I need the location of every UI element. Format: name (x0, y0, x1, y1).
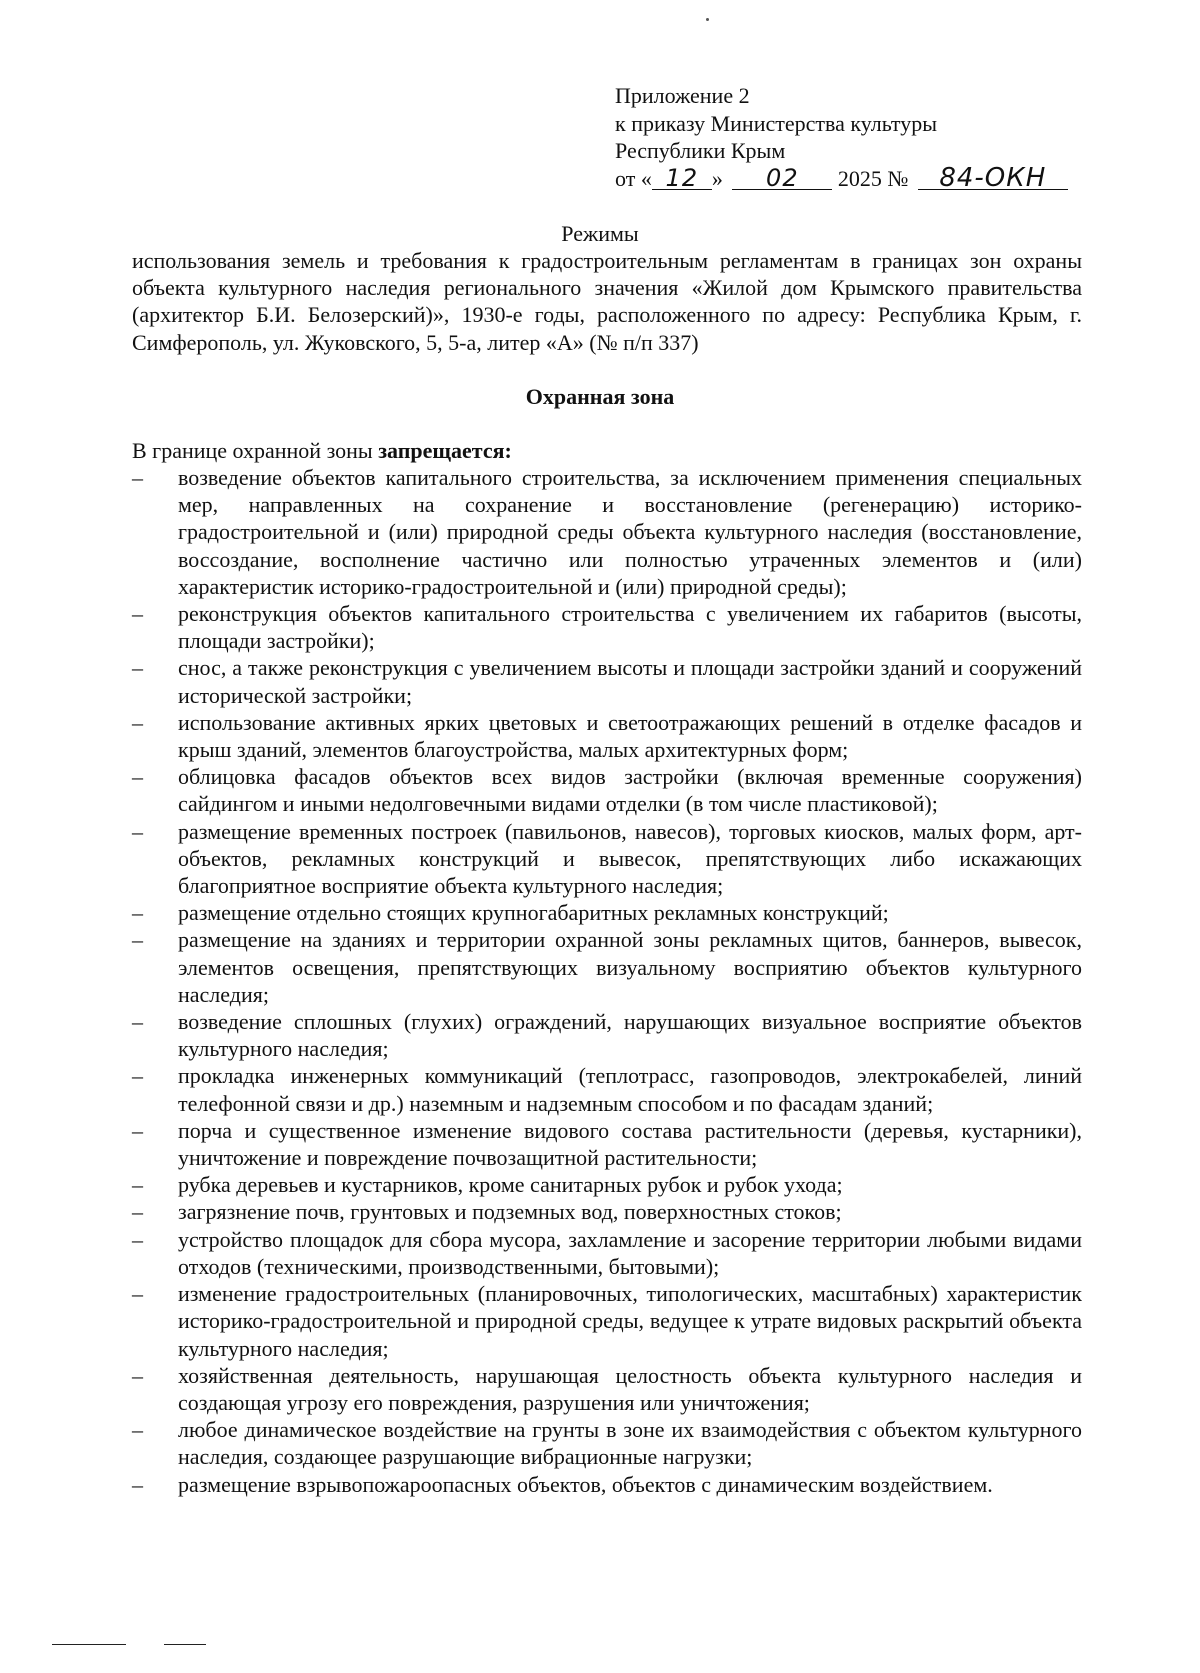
list-item-text: изменение градостроительных (планировочных, типологических, масштабных) характеристик историко-градостроительной и природной среды, ведущее к утрате видовых раскрытий объекта культурного наследия; (178, 1281, 1082, 1361)
date-prefix: от « (615, 165, 652, 191)
order-number-handwritten: 84-ОКН (918, 167, 1068, 190)
list-item-text: устройство площадок для сбора мусора, захламление и засорение территории любыми видами отходов (техническими, производственными, бытовыми); (178, 1226, 1082, 1279)
list-item-text: размещение временных построек (павильонов, навесов), торговых киосков, малых форм, арт-объектов, рекламных конструкций и вывесок, препятствующих либо искажающих благоприятное восприятие объекта культурного наследия; (178, 818, 1082, 899)
lead-bold: запрещается: (378, 438, 512, 463)
list-item-text: возведение объектов капитального строительства, за исключением применения специальных мер, направленных на сохранение и восстановление (регенерацию) историко-градостроительной и (или) природной среды объекта культурного наследия (восстановление, воссоздание, восполнение частично или полностью утраченных элементов и (или) характеристик историко-градостроительной и (или) природной среды); (178, 465, 1082, 599)
list-item-text: размещение взрывопожароопасных объектов, объектов с динамическим воздействием. (178, 1471, 993, 1497)
list-item (132, 1171, 1082, 1198)
list-item-text: размещение отдельно стоящих крупногабаритных рекламных конструкций; (178, 900, 889, 926)
list-item (132, 926, 1082, 1008)
list-dash: – (132, 709, 143, 735)
list-item (132, 654, 1082, 708)
list-dash: – (132, 655, 143, 681)
appendix-block (615, 82, 1068, 192)
list-item (132, 1416, 1082, 1470)
date-day-handwritten: 12 (652, 167, 712, 190)
list-dash: – (132, 465, 143, 490)
list-item (132, 818, 1082, 900)
list-item (132, 1471, 1082, 1498)
date-month-handwritten: 02 (732, 167, 832, 190)
appendix-number: Приложение 2 (615, 83, 750, 108)
list-item (132, 899, 1082, 926)
list-item-text: использование активных ярких цветовых и светоотражающих решений в отделке фасадов и крыш зданий, элементов благоустройства, малых архитектурных форм; (178, 709, 1082, 763)
list-item (132, 1062, 1082, 1116)
list-dash: – (132, 1226, 143, 1252)
appendix-republic: Республики Крым (615, 138, 786, 163)
list-dash: – (132, 1362, 143, 1388)
prohibitions-list (132, 464, 1082, 1498)
list-item (132, 763, 1082, 817)
list-item (132, 1117, 1082, 1171)
document-intro: использования земель и требования к градостроительным регламентам в границах зон охраны объекта культурного наследия регионального значения «Жилой дом Крымского правительства (архитектор Б.И. Белозерский)», 1930-е годы, расположенного по адресу: Республика Крым, г. Симферополь, ул. Жуковского, 5, 5-а, литер «А» (№ п/п 337) (132, 248, 1082, 355)
list-item (132, 464, 1082, 600)
list-item-text: возведение сплошных (глухих) ограждений, нарушающих визуальное восприятие объектов культурного наследия; (178, 1009, 1082, 1062)
lead-text: В границе охранной зоны (132, 438, 373, 463)
list-item-text: размещение на зданиях и территории охранной зоны рекламных щитов, баннеров, вывесок, элементов освещения, препятствующих визуальному восприятию объектов культурного наследия; (178, 927, 1082, 1007)
list-item-text: рубка деревьев и кустарников, кроме санитарных рубок и рубок ухода; (178, 1172, 843, 1198)
list-item (132, 1226, 1082, 1280)
list-dash: – (132, 1117, 143, 1143)
appendix-order-ref: к приказу Министерства культуры (615, 110, 938, 136)
list-dash: – (132, 818, 143, 844)
list-item-text: облицовка фасадов объектов всех видов застройки (включая временные сооружения) сайдингом и иными недолговечными видами отделки (в том числе пластиковой); (178, 764, 1082, 817)
list-item-text: любое динамическое воздействие на грунты в зоне их взаимодействия с объектом культурного наследия, создающее разрушающие вибрационные нагрузки; (178, 1417, 1082, 1470)
section-lead (132, 437, 512, 464)
list-dash: – (132, 764, 143, 790)
list-item (132, 709, 1082, 763)
list-dash: – (132, 1471, 143, 1497)
footer-marks (52, 1640, 222, 1650)
list-item (132, 1362, 1082, 1416)
date-year: 2025 № (837, 165, 909, 191)
list-item-text: реконструкция объектов капитального строительства с увеличением их габаритов (высоты, площади застройки); (178, 601, 1082, 654)
list-dash: – (132, 601, 143, 627)
list-dash: – (132, 1199, 143, 1225)
list-item (132, 1280, 1082, 1362)
list-item-text: прокладка инженерных коммуникаций (теплотрасс, газопроводов, электрокабелей, линий телефонной связи и др.) наземным и надземным способом и по фасадам зданий; (178, 1063, 1082, 1116)
list-item-text: хозяйственная деятельность, нарушающая целостность объекта культурного наследия и создающая угрозу его повреждения, разрушения или уничтожения; (178, 1362, 1082, 1415)
section-heading: Охранная зона (525, 384, 675, 409)
list-item-text: загрязнение почв, грунтовых и подземных вод, поверхностных стоков; (178, 1199, 842, 1225)
footer-line-right (164, 1644, 206, 1645)
list-dash: – (132, 927, 143, 953)
list-dash: – (132, 900, 143, 926)
footer-line-left (52, 1644, 126, 1645)
list-item-text: порча и существенное изменение видового состава растительности (деревья, кустарники), уничтожение и повреждение почвозащитной растительности; (178, 1117, 1082, 1171)
list-item (132, 1198, 1082, 1225)
document-title: Режимы (561, 221, 639, 246)
list-dash: – (132, 1063, 143, 1089)
appendix-date-line (615, 162, 1068, 193)
list-dash: – (132, 1172, 143, 1198)
list-item (132, 600, 1082, 654)
list-item (132, 1008, 1082, 1062)
list-item-text: снос, а также реконструкция с увеличением высоты и площади застройки зданий и сооружений исторической застройки; (178, 655, 1082, 708)
scan-speck (706, 18, 709, 21)
list-dash: – (132, 1009, 143, 1035)
date-mid: » (711, 165, 723, 191)
list-dash: – (132, 1281, 143, 1307)
list-dash: – (132, 1417, 143, 1443)
